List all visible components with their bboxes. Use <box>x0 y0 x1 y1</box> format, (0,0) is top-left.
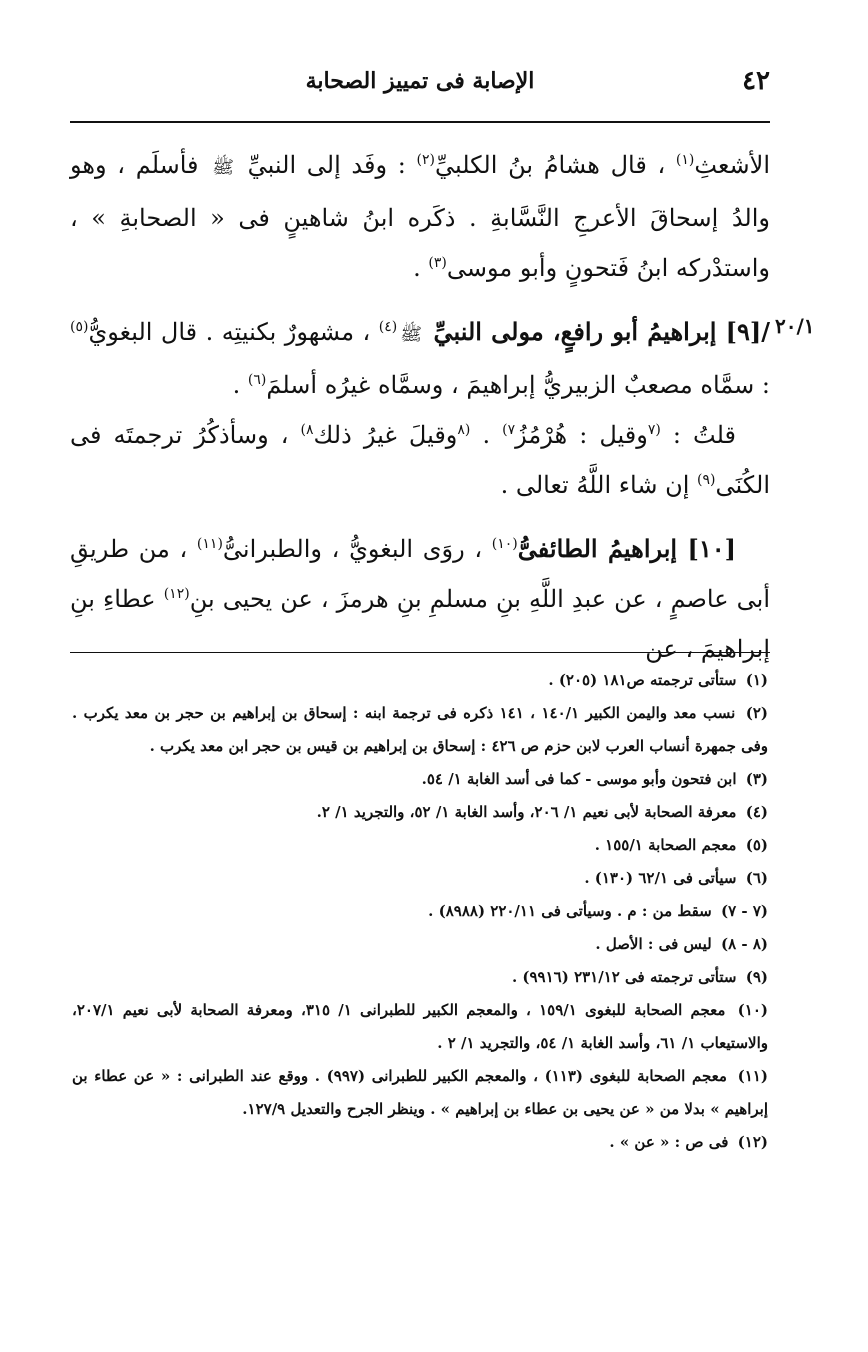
footnote-marker[interactable]: (٥) <box>70 319 89 335</box>
text-run: إن شاء اللَّهُ تعالى . <box>500 471 690 499</box>
footnote-number: (٥) <box>745 836 768 854</box>
footnote <box>72 1060 768 1126</box>
footnote <box>72 928 768 961</box>
entry-title: [١٠] إبراهيمُ الطائفىُّ <box>517 534 736 563</box>
text-run: الأشعثِ <box>694 151 770 179</box>
footnote-marker[interactable]: (١) <box>675 152 695 168</box>
footnote <box>72 994 768 1060</box>
footnote-marker[interactable]: (٧ <box>647 422 661 438</box>
text-run: قلتُ : <box>672 421 737 449</box>
text-run: وقيل : هُرْمُزُ <box>515 421 648 449</box>
footnote-text: معجم الصحابة للبغوى (١١٣) ، والمعجم الكبير للطبرانى (٩٩٧) . ووقع عند الطبرانى : « عن عطاء بن إبراهيم » بدلا من « عن يحيى بن عطاء بن إبراهيم » . وينظر الجرح والتعديل ١٢٧/٩. <box>72 1067 768 1118</box>
text-run: وقيلَ غيرُ ذلك <box>313 421 458 449</box>
footnote-number: (١١) <box>737 1067 768 1085</box>
footnote <box>72 829 768 862</box>
footnote-text: معجم الصحابة ١٥٥/١ . <box>594 836 737 854</box>
text-run: : سمَّاه مصعبٌ الزبيريُّ إبراهيمَ ، وسمَّاه غيرُه أسلمَ <box>266 371 770 399</box>
footnote-marker[interactable]: (٨ <box>457 422 471 438</box>
footnote-text: معجم الصحابة للبغوى ١٥٩/١ ، والمعجم الكبير للطبرانى ١/ ٣١٥، ومعرفة الصحابة لأبى نعيم ٢٠٧/١، والاستيعاب ١/ ٦١، وأسد الغابة ١/ ٥٤، والتجريد ١/ ٢ . <box>72 1001 768 1052</box>
footnote-number: (١٢) <box>737 1133 768 1151</box>
footnote-marker[interactable]: (٣) <box>428 255 447 271</box>
text-run: ، من طريقِ أبى عاصمٍ ، عن عبدِ اللَّهِ بنِ مسلمِ بنِ هرمزَ ، عن يحيى بنِ <box>70 535 770 613</box>
footnote-text: ستأتى ترجمته ص١٨١ (٢٠٥) . <box>548 671 737 689</box>
honorific-symbol: ﷺ <box>212 157 234 178</box>
footnote-text: ليس فى : الأصل . <box>595 935 712 953</box>
paragraph-al-ashath <box>70 140 770 293</box>
text-run: فأسلَم ، وهو والدُ إسحاقَ الأعرجِ النَّسَّابةِ . ذكَره ابنُ شاهينٍ فى « الصحابةِ » ، واستدْركه ابنُ فَتحونٍ وأبو موسى <box>70 151 770 282</box>
text-run: . <box>482 421 491 449</box>
text-run: ، مشهورٌ بكنيتِه . قال البغويُّ <box>88 318 371 346</box>
text-run: ، قال هشامُ بنُ الكلبيِّ <box>434 151 666 179</box>
footnote-marker[interactable]: (٢) <box>416 152 435 168</box>
footnote-text: سقط من : م . وسيأتى فى ٢٢٠/١١ (٨٩٨٨) . <box>428 902 712 920</box>
entry-title: /[٩] إبراهيمُ أبو رافعٍ، مولى النبيِّ <box>433 317 770 346</box>
footnote-text: معرفة الصحابة لأبى نعيم ١/ ٢٠٦، وأسد الغابة ١/ ٥٢، والتجريد ١/ ٢. <box>316 803 737 821</box>
footnote-text: ستأتى ترجمته فى ٢٣١/١٢ (٩٩١٦) . <box>511 968 737 986</box>
honorific-symbol: ﷺ <box>400 324 422 345</box>
footnote <box>72 697 768 763</box>
footnote <box>72 796 768 829</box>
footnote-marker[interactable]: (١٠) <box>491 536 518 552</box>
footnote-text: نسب معد واليمن الكبير ١٤٠/١ ، ١٤١ ذكره فى ترجمة ابنه : إسحاق بن إبراهيم بن حجر بن معد يكرب . وفى جمهرة أنساب العرب لابن حزم ص ٤٢٦ : إسحاق بن إبراهيم بن قيس بن حجر ابن معد يكرب . <box>72 704 768 755</box>
footnote-text: سيأتى فى ٦٢/١ (١٣٠) . <box>584 869 737 887</box>
footnote <box>72 1126 768 1159</box>
footnotes <box>72 664 768 1159</box>
footnote-separator <box>70 652 770 653</box>
text-run: ، روَى البغويُّ ، والطبرانىُّ <box>222 535 483 563</box>
footnote-marker[interactable]: (٦) <box>247 372 267 388</box>
header-rule <box>70 121 770 123</box>
footnote-text: فى ص : « عن » . <box>609 1133 729 1151</box>
footnote-text: ابن فتحون وأبو موسى - كما فى أسد الغابة ١/ ٥٤. <box>421 770 737 788</box>
paragraph-qultu <box>70 410 770 510</box>
running-header <box>70 60 770 110</box>
footnote-marker[interactable]: (١٢) <box>163 586 190 602</box>
footnote-number: (٣) <box>745 770 768 788</box>
footnote-marker[interactable]: ٨) <box>300 422 314 438</box>
footnote <box>72 763 768 796</box>
footnote <box>72 862 768 895</box>
text-run: عطاءِ بنِ إبراهيمَ ، عن <box>70 585 770 663</box>
text-run: . <box>232 371 241 399</box>
page-number: ٤٢ <box>742 66 770 96</box>
footnote-marker[interactable]: (٩) <box>697 472 716 488</box>
footnote-number: (١) <box>745 671 768 689</box>
footnote-number: (٤) <box>745 803 768 821</box>
footnote-marker[interactable]: (٤) <box>378 319 398 335</box>
text-run: : وفَد إلى النبيِّ <box>247 151 406 179</box>
footnote <box>72 961 768 994</box>
footnote-number: (١٠) <box>737 1001 768 1019</box>
footnote-number: (٧ - ٧) <box>720 902 768 920</box>
footnote-number: (٩) <box>745 968 768 986</box>
footnote-marker[interactable]: ٧) <box>502 422 516 438</box>
running-title: الإصابة فى تمييز الصحابة <box>305 68 535 94</box>
footnote-marker[interactable]: (١١) <box>196 536 223 552</box>
text-run: . <box>413 254 421 282</box>
entry-9-abu-rafi <box>70 307 770 410</box>
footnote <box>72 895 768 928</box>
footnote-number: (٨ - ٨) <box>720 935 768 953</box>
main-text <box>70 140 770 674</box>
footnote-number: (٦) <box>745 869 768 887</box>
text-run: ، وسأذكُرُ ترجمتَه فى الكُنَى <box>70 421 770 499</box>
footnote-number: (٢) <box>745 704 768 722</box>
footnote <box>72 664 768 697</box>
margin-reference: ٢٠/١ <box>775 314 815 338</box>
